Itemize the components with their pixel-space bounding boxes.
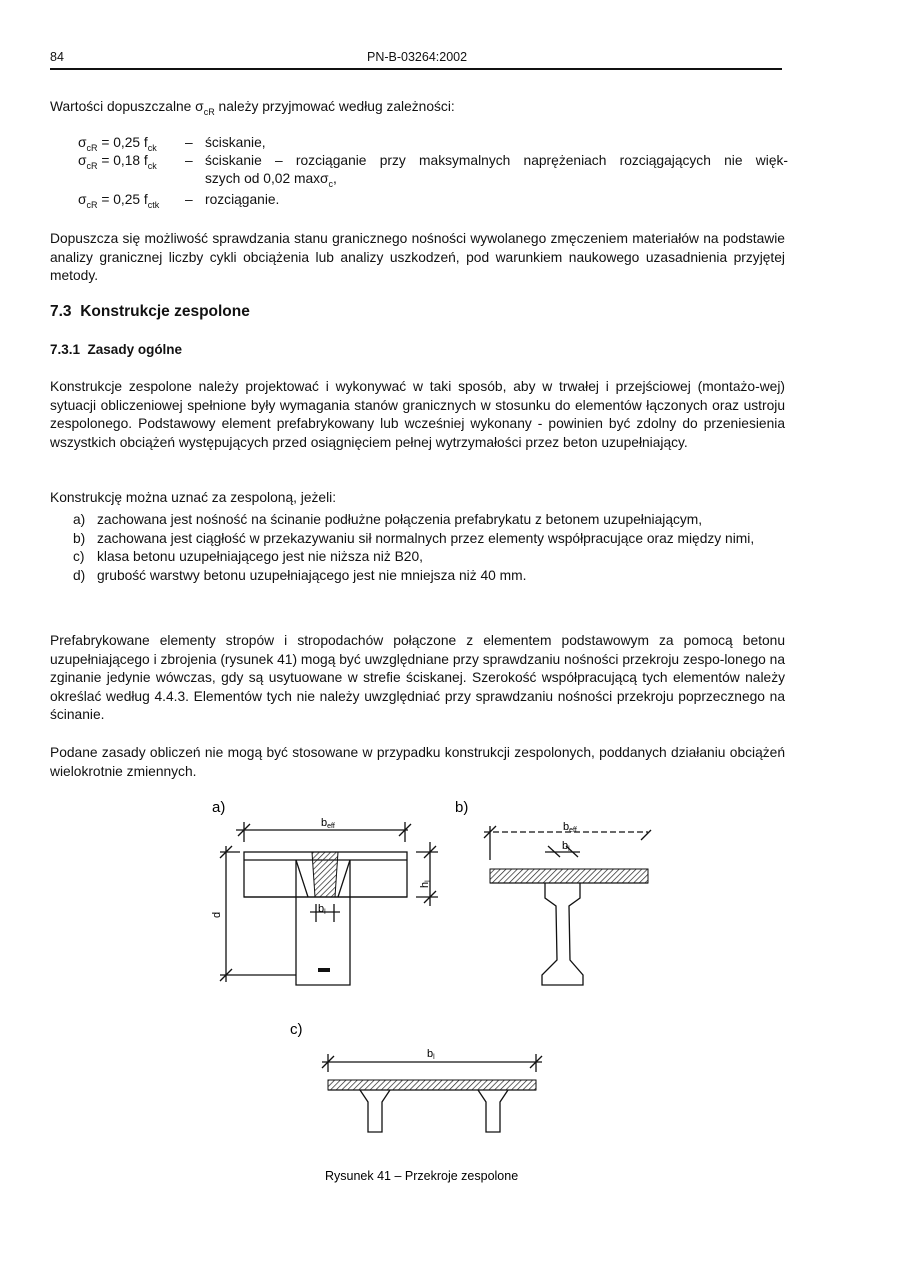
dim-beff-a: beff <box>321 817 335 830</box>
figure-label-b: b) <box>455 799 469 816</box>
conditions-list <box>73 511 785 585</box>
formula-block <box>78 134 788 214</box>
infill-slab-c <box>328 1080 536 1090</box>
list-item: b) zachowana jest ciągłość w przekazywaniu sił normalnych przez elementy współpracujące oraz między nimi, <box>73 530 755 546</box>
figure-label-c: c) <box>290 1021 303 1038</box>
loads-paragraph: Podane zasady obliczeń nie mogą być stosowane w przypadku konstrukcji zespolonych, poddanych działaniu obciążeń wielokrotnie zmiennych. <box>50 745 785 779</box>
subsection-heading: 7.3.1 Zasady ogólne <box>50 342 183 357</box>
conditions-intro: Konstrukcję można uznać za zespoloną, jeżeli: <box>50 490 337 505</box>
general-paragraph: Konstrukcje zespolone należy projektować i wykonywać w taki sposób, aby w trwałej i przejściowej (montażo-wej) sytuacji obliczeniowej spełnione były wymagania stanów granicznych w stosunku do elementów łączonych oraz ustroju zespolonego. Podstawowy element prefabrykowany lub wcześniej wykonany - powinien być zdolny do przeniesienia wszystkich obciążeń występujących przed osiągnięciem pełnej wytrzymałości przez beton uzupełniający. <box>50 379 785 450</box>
standard-code: PN-B-03264:2002 <box>367 50 468 64</box>
section-heading: 7.3 Konstrukcje zespolone <box>50 303 250 320</box>
formula-row: $\sigma_{cR} = 0,25$ $f_{ck}$ – ściskanie, <box>78 135 266 153</box>
dim-bl-c: bl <box>427 1048 435 1061</box>
dim-d: d <box>211 911 223 918</box>
dim-beff-b: beff <box>563 821 577 834</box>
dim-hl: hl <box>419 880 432 888</box>
dim-bl-b: bl <box>562 840 570 853</box>
reinforcement-mark <box>318 968 330 972</box>
infill-slab-b <box>490 869 648 883</box>
figure-label-a: a) <box>212 799 226 816</box>
header-rule <box>50 68 782 70</box>
infill-concrete <box>312 852 338 897</box>
section-c <box>322 1054 542 1132</box>
dim-bl-a: bl <box>318 903 326 916</box>
figure-caption: Rysunek 41 – Przekroje zespolone <box>325 1169 519 1183</box>
list-item: d) grubość warstwy betonu uzupełniającego jest nie mniejsza niż 40 mm. <box>73 567 527 583</box>
fatigue-paragraph: Dopuszcza się możliwość sprawdzania stanu granicznego nośności wywolanego zmęczeniem materiałów na podstawie analizy granicznej liczby cykli obciążenia lub analizy uszkodzeń, pod warunkiem naukowego uzasadnienia przyjętej metody. <box>50 231 785 283</box>
formula-row: $\sigma_{cR} = 0,18$ $f_{ck}$ – ściskanie – rozciąganie przy maksymalnych naprężeniach rozciągających nie więk- szych od 0,02 maxσ$_c$, <box>78 153 788 189</box>
prefab-paragraph: Prefabrykowane elementy stropów i stropodachów połączone z elementem podstawowym za pomocą betonu uzupełniającego i zbrojenia (rysunek 41) mogą być uwzględniane przy sprawdzaniu nośności przekroju zespo-lonego na zginanie jedynie wówczas, gdy są usytuowane w strefie ściskanej. Szerokość współpracującą tych elementów należy określać według 4.4.3. Elementów tych nie należy uwzględniać przy sprawdzaniu nośności przekroju poprzecznego na ścinanie. <box>50 633 785 722</box>
figure-41 <box>0 790 918 1200</box>
section-a <box>220 822 438 985</box>
list-item: c) klasa betonu uzupełniającego jest nie niższa niż B20, <box>73 549 423 564</box>
intro-text: Wartości dopuszczalne $\sigma_{cR}$ należy przyjmować według zależności: <box>50 99 455 117</box>
list-item: a) zachowana jest nośność na ścinanie podłużne połączenia prefabrykatu z betonem uzupełniającym, <box>73 512 703 527</box>
page-number: 84 <box>50 50 64 64</box>
formula-row: $\sigma_{cR} = 0,25$ $f_{ctk}$ – rozciąganie. <box>78 192 280 210</box>
